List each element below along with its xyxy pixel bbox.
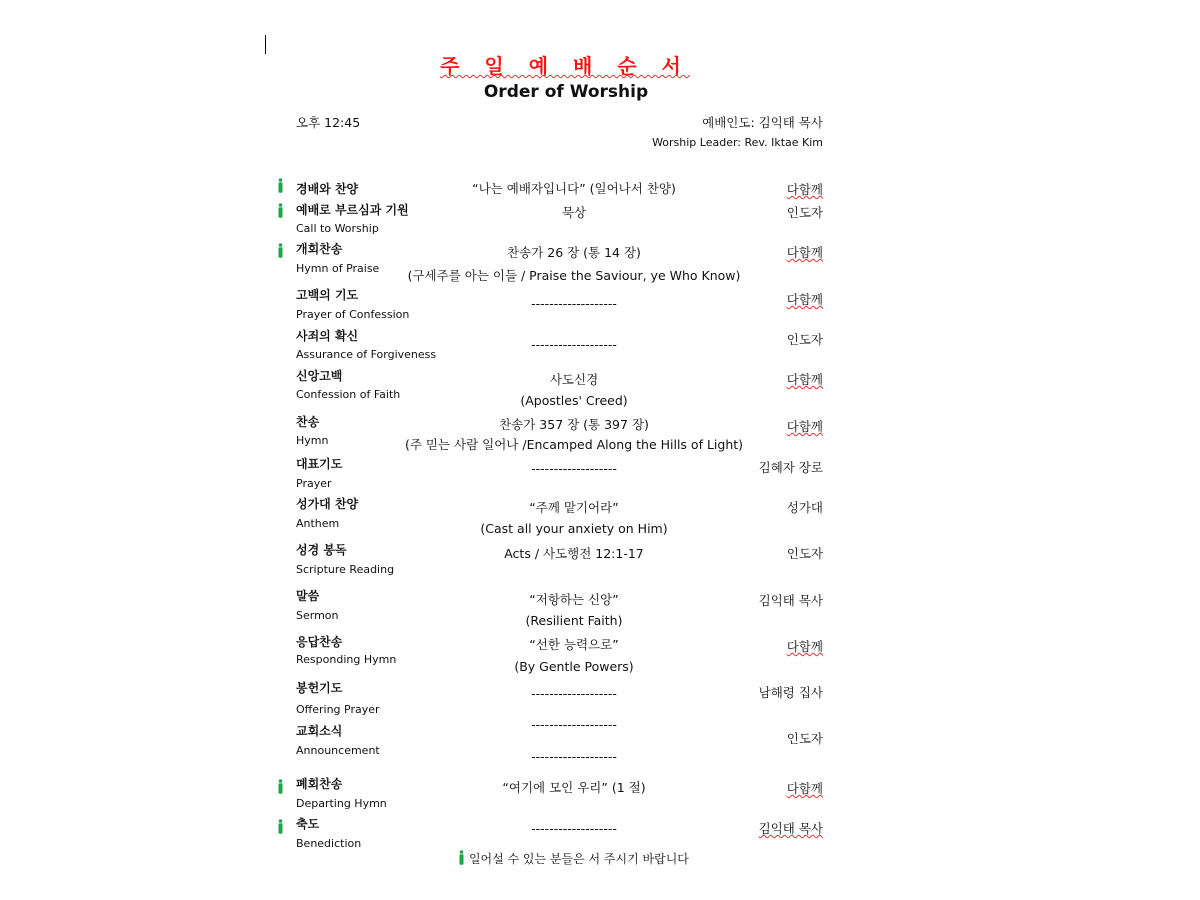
item-detail: Acts / 사도행전 12:1-17 — [504, 546, 644, 561]
item-leader: 인도자 — [786, 546, 823, 561]
item-title-english: Call to Worship — [296, 222, 379, 235]
standing-footnote — [0, 850, 1147, 867]
item-leader: 남해령 집사 — [758, 685, 823, 700]
item-title-korean: 성가대 찬양 — [296, 497, 359, 511]
item-detail: ------------------- — [531, 686, 617, 701]
item-title-korean: 말씀 — [296, 589, 320, 603]
item-detail: ------------------- — [531, 717, 617, 732]
item-title-english: Scripture Reading — [296, 563, 395, 576]
item-leader: 다함께 — [786, 639, 823, 654]
item-detail: “저항하는 신앙” — [529, 592, 619, 607]
item-title-korean: 예배로 부르심과 기원 — [296, 203, 409, 217]
standing-person-icon — [277, 203, 284, 218]
item-leader: 다함께 — [786, 292, 823, 307]
item-leader: 성가대 — [786, 500, 823, 515]
standing-person-icon — [277, 779, 284, 794]
item-detail: (By Gentle Powers) — [514, 659, 634, 674]
item-leader: 다함께 — [786, 419, 823, 434]
item-title-english: Benediction — [296, 837, 362, 850]
item-detail: (구세주를 아는 이들 / Praise the Saviour, ye Who Know) — [407, 268, 741, 283]
worship-leader-korean: 예배인도: 김익태 목사 — [702, 115, 823, 130]
item-title-korean: 사죄의 확신 — [296, 329, 359, 343]
standing-person-icon — [458, 850, 465, 865]
item-leader: 김익태 목사 — [758, 593, 823, 608]
item-title-korean: 개회찬송 — [296, 242, 343, 256]
item-title-korean: 교회소식 — [296, 724, 343, 738]
item-title-korean: 폐회찬송 — [296, 777, 343, 791]
item-leader: 인도자 — [786, 205, 823, 220]
item-detail: (Resilient Faith) — [525, 613, 623, 628]
item-detail: 사도신경 — [549, 372, 599, 387]
item-detail: 묵상 — [561, 205, 587, 220]
item-detail: ------------------- — [531, 461, 617, 476]
item-leader: 다함께 — [786, 372, 823, 387]
footnote-text: 일어설 수 있는 분들은 서 주시기 바랍니다 — [468, 852, 689, 866]
item-title-korean: 봉헌기도 — [296, 681, 343, 695]
item-title-korean: 응답찬송 — [296, 635, 343, 649]
item-detail: (주 믿는 사람 일어나 /Encamped Along the Hills of Light) — [404, 437, 744, 452]
item-title-english: Offering Prayer — [296, 703, 380, 716]
item-title-english: Prayer — [296, 477, 332, 490]
item-leader: 김혜자 장로 — [758, 460, 823, 475]
item-title-korean: 축도 — [296, 817, 320, 831]
item-title-english: Assurance of Forgiveness — [296, 348, 437, 361]
title-korean: 주 일 예 배 순 서 — [440, 54, 690, 78]
item-leader: 인도자 — [786, 332, 823, 347]
item-detail: (Cast all your anxiety on Him) — [480, 521, 668, 536]
item-detail: “여기에 모인 우리” (1 절) — [502, 780, 646, 795]
item-title-english: Announcement — [296, 744, 380, 757]
item-detail: ------------------- — [531, 749, 617, 764]
item-title-korean: 찬송 — [296, 415, 320, 429]
item-leader: 다함께 — [786, 781, 823, 796]
item-detail: “나는 예배자입니다” (일어나서 찬양) — [472, 181, 676, 196]
title-english: Order of Worship — [483, 82, 649, 102]
item-leader: 인도자 — [786, 731, 823, 746]
standing-person-icon — [277, 243, 284, 258]
item-detail: “주께 맡기어라” — [529, 500, 619, 515]
item-title-english: Prayer of Confession — [296, 308, 410, 321]
item-leader: 다함께 — [786, 245, 823, 260]
item-detail: ------------------- — [531, 296, 617, 311]
item-title-english: Departing Hymn — [296, 797, 387, 810]
item-title-english: Sermon — [296, 609, 339, 622]
item-title-english: Hymn — [296, 434, 329, 447]
item-title-korean: 경배와 찬양 — [296, 182, 359, 196]
service-time: 오후 12:45 — [296, 115, 361, 130]
item-leader: 다함께 — [786, 182, 823, 197]
item-detail: 찬송가 357 장 (통 397 장) — [499, 417, 649, 432]
item-title-english: Confession of Faith — [296, 388, 401, 401]
item-title-english: Hymn of Praise — [296, 262, 380, 275]
item-leader: 김익태 목사 — [758, 821, 823, 836]
item-detail: ------------------- — [531, 337, 617, 352]
item-detail: ------------------- — [531, 821, 617, 836]
standing-person-icon — [277, 819, 284, 834]
item-title-korean: 신앙고백 — [296, 369, 343, 383]
item-title-korean: 고백의 기도 — [296, 288, 359, 302]
item-title-korean: 대표기도 — [296, 457, 343, 471]
item-detail: “선한 능력으로” — [529, 637, 619, 652]
worship-leader-english: Worship Leader: Rev. Iktae Kim — [652, 136, 823, 149]
item-title-english: Anthem — [296, 517, 340, 530]
item-detail: (Apostles' Creed) — [520, 393, 628, 408]
item-detail: 찬송가 26 장 (통 14 장) — [507, 245, 641, 260]
item-title-english: Responding Hymn — [296, 653, 397, 666]
standing-person-icon — [277, 178, 284, 193]
item-title-korean: 성경 봉독 — [296, 543, 347, 557]
